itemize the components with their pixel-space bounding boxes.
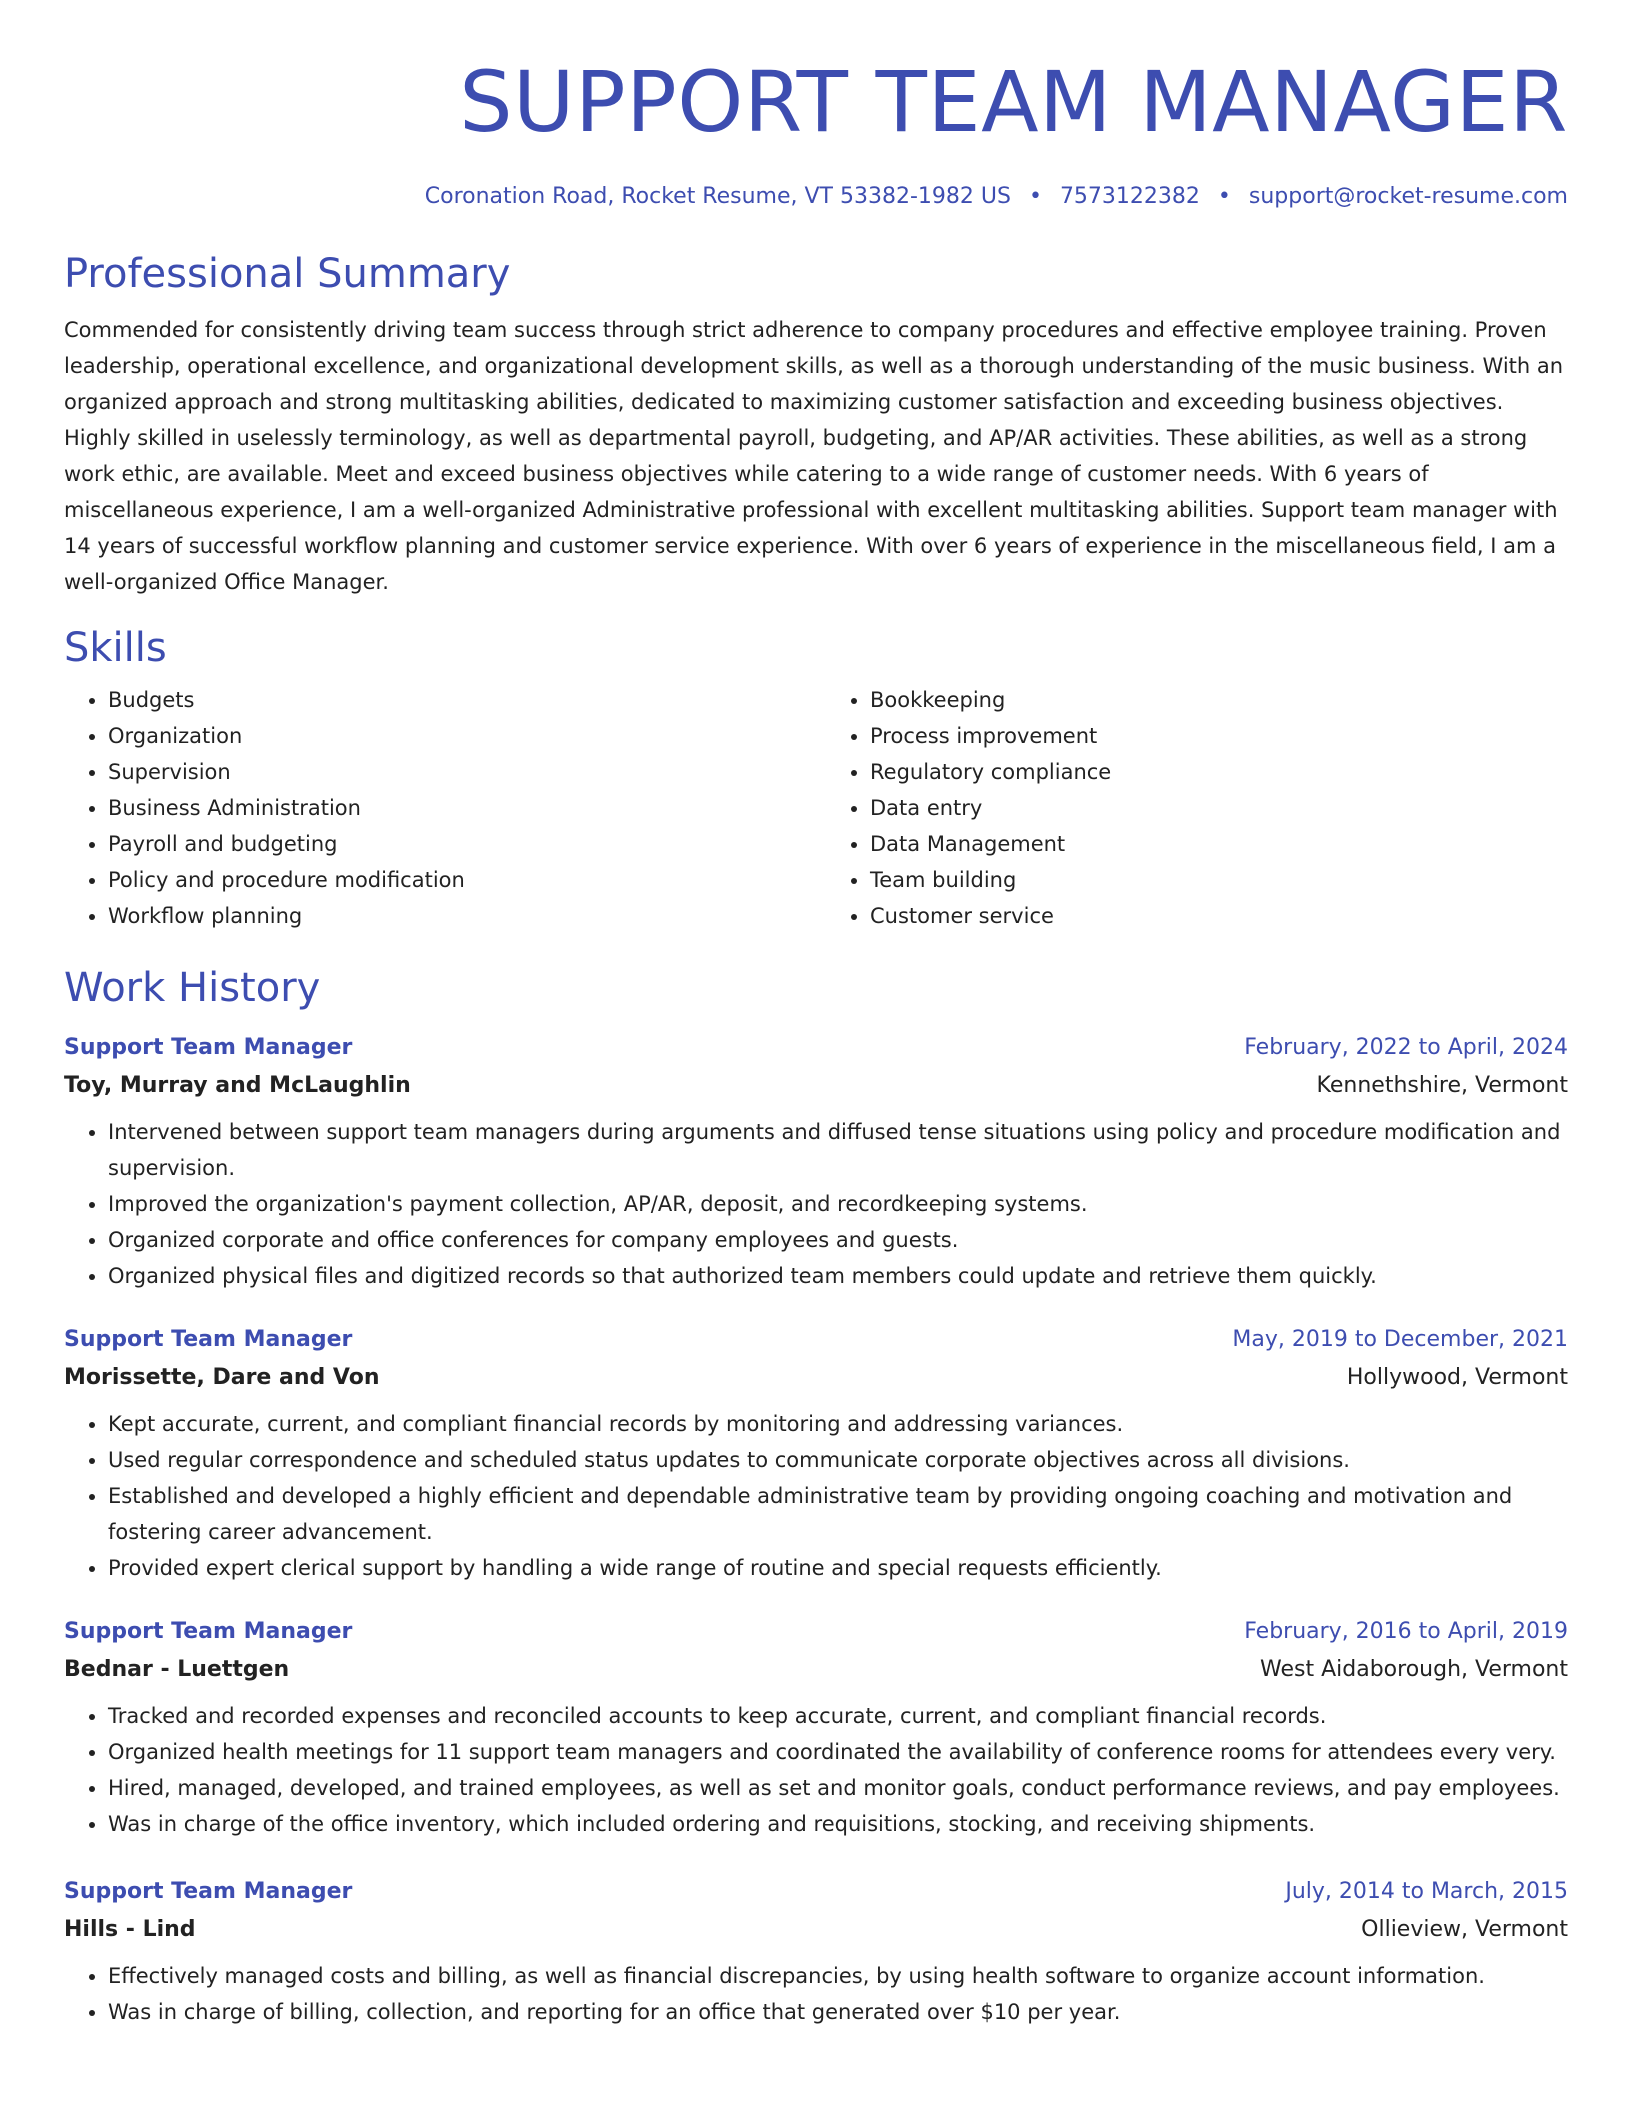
job-bullet: • Organized health meetings for 11 support team managers and coordinated the availability of conference rooms for attendees every very.: [108, 1734, 1568, 1770]
job-entry: [64, 1322, 1568, 1586]
summary-heading: Professional Summary: [64, 251, 511, 297]
contact-address: Coronation Road, Rocket Resume, VT 53382-1982 US: [424, 184, 1011, 209]
job-bullet: • Intervened between support team managers during arguments and diffused tense situations using policy and procedure modification and supervision.: [108, 1114, 1568, 1186]
job-bullet: • Effectively managed costs and billing, as well as financial discrepancies, by using health software to organize account information.: [108, 1958, 1568, 1994]
skill-item: • Data entry: [870, 790, 1568, 826]
job-bullet: • Organized corporate and office conferences for company employees and guests.: [108, 1222, 1568, 1258]
skill-item: • Supervision: [108, 754, 806, 790]
job-bullet: • Kept accurate, current, and compliant financial records by monitoring and addressing variances.: [108, 1406, 1568, 1442]
job-bullets: [64, 1406, 1568, 1586]
skills-list: [64, 682, 1568, 934]
job-bullets: [64, 1958, 1568, 2030]
job-bullet: • Provided expert clerical support by handling a wide range of routine and special requests efficiently.: [108, 1550, 1568, 1586]
skill-item: • Organization: [108, 718, 806, 754]
job-bullets: [64, 1698, 1568, 1842]
skill-item: • Payroll and budgeting: [108, 826, 806, 862]
skill-item: • Process improvement: [870, 718, 1568, 754]
summary-text: Commended for consistently driving team success through strict adherence to company procedures and effective employee training. Proven leadership, operational excellence, and organizational development skills, as well as a thorough understanding of the music business. With an organized approach and strong multitasking abilities, dedicated to maximizing customer satisfaction and exceeding business objectives. Highly skilled in uselessly terminology, as well as departmental payroll, budgeting, and AP/AR activities. These abilities, as well as a strong work ethic, are available. Meet and exceed business objectives while catering to a wide range of customer needs. With 6 years of miscellaneous experience, I am a well-organized Administrative professional with excellent multitasking abilities. Support team manager with 14 years of successful workflow planning and customer service experience. With over 6 years of experience in the miscellaneous field, I am a well-organized Office Manager.: [64, 318, 1564, 594]
contact-email[interactable]: support@rocket-resume.com: [1248, 184, 1568, 209]
skill-item: • Team building: [870, 862, 1568, 898]
contact-phone: 7573122382: [1059, 184, 1200, 209]
job-company: Morissette, Dare and Von: [64, 1365, 380, 1390]
skill-item: • Business Administration: [108, 790, 806, 826]
skills-heading: Skills: [64, 625, 167, 671]
job-location: Ollieview, Vermont: [1361, 1917, 1568, 1942]
job-location: Hollywood, Vermont: [1346, 1365, 1568, 1390]
skills-column-left: [64, 682, 806, 934]
job-location: West Aidaborough, Vermont: [1260, 1657, 1568, 1682]
contact-line: [64, 182, 1568, 212]
job-dates: February, 2016 to April, 2019: [1244, 1619, 1568, 1644]
skill-item: • Regulatory compliance: [870, 754, 1568, 790]
job-dates: July, 2014 to March, 2015: [1285, 1879, 1568, 1904]
job-bullet: • Tracked and recorded expenses and reconciled accounts to keep accurate, current, and compliant financial records.: [108, 1698, 1568, 1734]
job-entry: [64, 1874, 1568, 2030]
job-company: Bednar - Luettgen: [64, 1657, 290, 1682]
job-bullets: [64, 1114, 1568, 1294]
job-dates: May, 2019 to December, 2021: [1232, 1327, 1568, 1352]
contact-separator: •: [1217, 184, 1231, 209]
job-title: Support Team Manager: [64, 1327, 353, 1352]
job-location: Kennethshire, Vermont: [1316, 1073, 1568, 1098]
job-bullet: • Established and developed a highly efficient and dependable administrative team by providing ongoing coaching and motivation and fostering career advancement.: [108, 1478, 1568, 1550]
job-title: Support Team Manager: [64, 1619, 353, 1644]
job-company: Hills - Lind: [64, 1917, 196, 1942]
skill-item: • Budgets: [108, 682, 806, 718]
job-bullet: • Used regular correspondence and scheduled status updates to communicate corporate objectives across all divisions.: [108, 1442, 1568, 1478]
contact-separator: •: [1028, 184, 1042, 209]
skill-item: • Data Management: [870, 826, 1568, 862]
skill-item: • Bookkeeping: [870, 682, 1568, 718]
resume-page: [64, 0, 1568, 2030]
skill-item: • Customer service: [870, 898, 1568, 934]
resume-name: SUPPORT TEAM MANAGER: [459, 53, 1568, 151]
job-title: Support Team Manager: [64, 1035, 353, 1060]
job-bullet: • Hired, managed, developed, and trained employees, as well as set and monitor goals, conduct performance reviews, and pay employees.: [108, 1770, 1568, 1806]
skill-item: • Policy and procedure modification: [108, 862, 806, 898]
job-bullet: • Was in charge of billing, collection, and reporting for an office that generated over $10 per year.: [108, 1994, 1568, 2030]
job-bullet: • Improved the organization's payment collection, AP/AR, deposit, and recordkeeping systems.: [108, 1186, 1568, 1222]
skills-column-right: [826, 682, 1568, 934]
job-entry: [64, 1030, 1568, 1294]
job-entry: [64, 1614, 1568, 1842]
skill-item: • Workflow planning: [108, 898, 806, 934]
job-title: Support Team Manager: [64, 1879, 353, 1904]
job-company: Toy, Murray and McLaughlin: [64, 1073, 411, 1098]
job-bullet: • Was in charge of the office inventory, which included ordering and requisitions, stocking, and receiving shipments.: [108, 1806, 1568, 1842]
work-history-heading: Work History: [64, 965, 321, 1011]
job-bullet: • Organized physical files and digitized records so that authorized team members could update and retrieve them quickly.: [108, 1258, 1568, 1294]
job-dates: February, 2022 to April, 2024: [1244, 1035, 1568, 1060]
